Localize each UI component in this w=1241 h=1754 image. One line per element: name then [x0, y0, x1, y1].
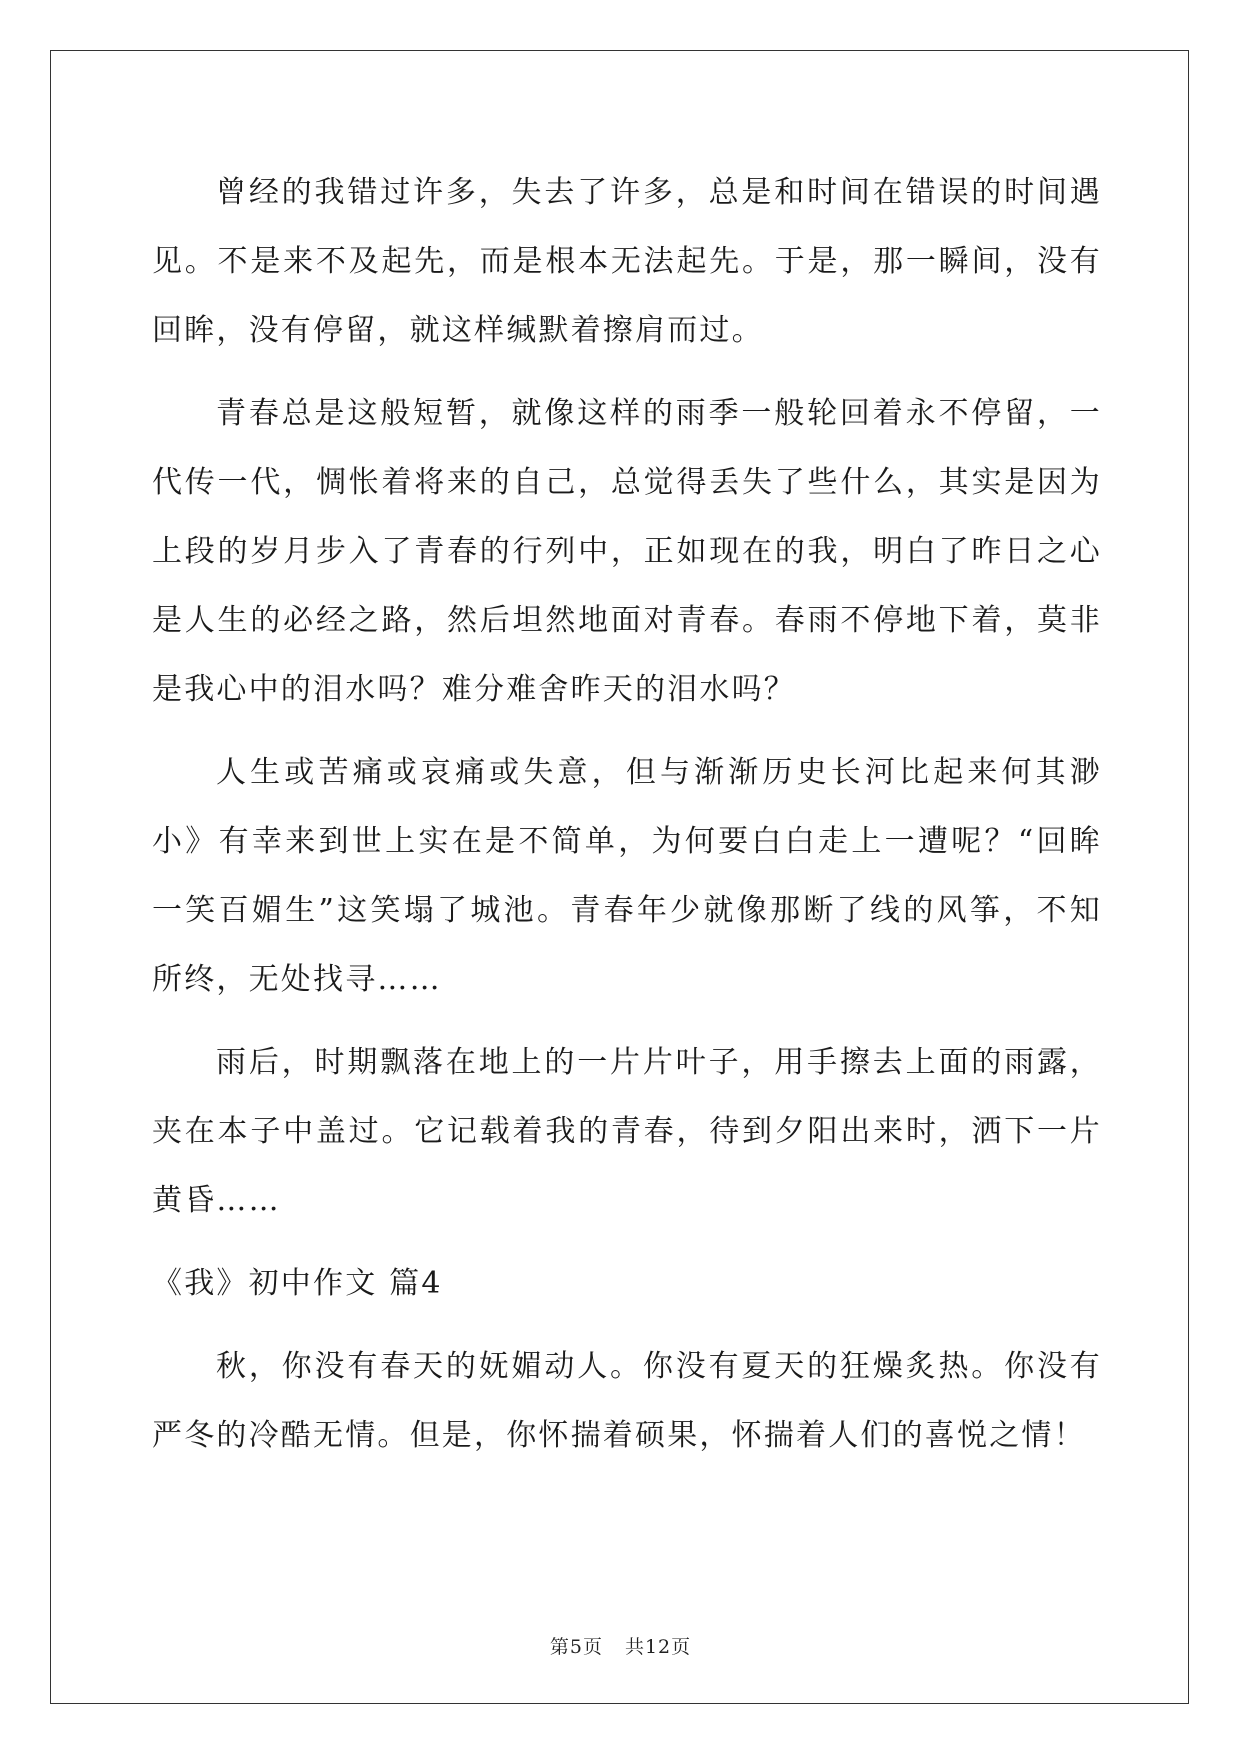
page-footer — [0, 1632, 1241, 1659]
paragraph-1: 曾经的我错过许多，失去了许多，总是和时间在错误的时间遇见。不是来不及起先，而是根本无法起先。于是，那一瞬间，没有回眸，没有停留，就这样缄默着擦肩而过。 — [152, 175, 1102, 348]
paragraph-2: 青春总是这般短暂，就像这样的雨季一般轮回着永不停留，一代传一代，惆怅着将来的自己，总觉得丢失了些什么，其实是因为上段的岁月步入了青春的行列中，正如现在的我，明白了昨日之心是人生的必经之路，然后坦然地面对青春。春雨不停地下着，莫非是我心中的泪水吗？难分难舍昨天的泪水吗？ — [152, 396, 1102, 707]
paragraph-4: 雨后，时期飘落在地上的一片片叶子，用手擦去上面的雨露，夹在本子中盖过。它记载着我的青春，待到夕阳出来时，洒下一片黄昏…… — [152, 1045, 1102, 1218]
document-body — [152, 158, 1102, 1484]
page-total: 共12页 — [624, 1636, 692, 1658]
paragraph-5: 秋，你没有春天的妩媚动人。你没有夏天的狂燥炙热。你没有严冬的冷酷无情。但是，你怀揣着硕果，怀揣着人们的喜悦之情！ — [152, 1349, 1102, 1453]
paragraph-3: 人生或苦痛或哀痛或失意，但与渐渐历史长河比起来何其渺小》有幸来到世上实在是不简单，为何要白白走上一遭呢？“回眸一笑百媚生”这笑塌了城池。青春年少就像那断了线的风筝，不知所终，无处找寻…… — [152, 755, 1102, 997]
page-number: 第5页 — [549, 1636, 603, 1658]
section-heading: 《我》初中作文 篇4 — [152, 1266, 443, 1301]
